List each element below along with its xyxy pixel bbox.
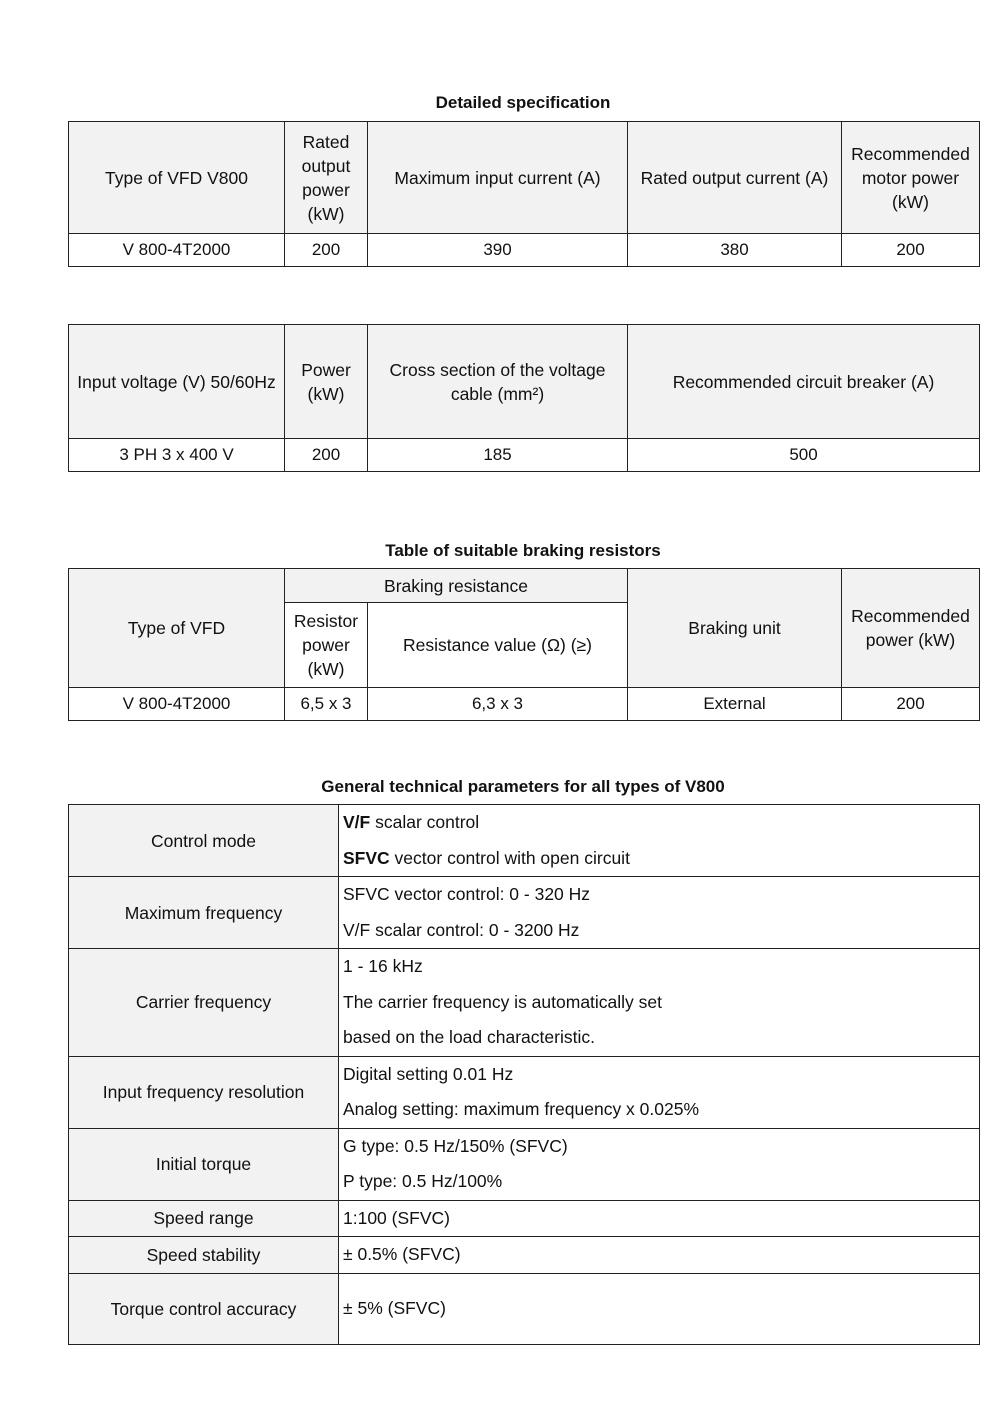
table-row (69, 234, 980, 267)
header-cable-cross-section: Cross section of the voltage cable (mm²) (368, 325, 628, 439)
cell-braking-unit: External (628, 688, 842, 721)
header-recommended-circuit-breaker: Recommended circuit breaker (A) (628, 325, 980, 439)
table-header-row (69, 569, 980, 603)
parameter-value-text: P type: 0.5 Hz/100% (343, 1171, 503, 1191)
parameter-value (339, 1128, 980, 1200)
parameter-value (339, 949, 980, 1057)
parameter-value-line (343, 1237, 975, 1273)
table-row (69, 949, 980, 1057)
braking-resistors-table (68, 568, 980, 721)
parameter-value-text: 1 - 16 kHz (343, 956, 423, 976)
parameter-value-text: 1:100 (SFVC) (343, 1207, 450, 1228)
parameter-label: Initial torque (69, 1128, 339, 1200)
parameter-value (339, 1273, 980, 1344)
parameter-value-text: V/F scalar control: 0 - 3200 Hz (343, 919, 580, 940)
table-row (69, 1128, 980, 1200)
parameter-value-line (343, 1201, 975, 1237)
header-max-input-current: Maximum input current (A) (368, 122, 628, 234)
header-type-of-vfd: Type of VFD V800 (69, 122, 285, 234)
parameter-value-text: SFVC vector control: 0 - 320 Hz (343, 884, 591, 904)
parameter-value-line (343, 1092, 975, 1128)
parameter-value-line (343, 913, 975, 949)
cell-resistance-value: 6,3 x 3 (368, 688, 628, 721)
table-row (69, 1273, 980, 1344)
parameter-value-text: The carrier frequency is automatically set (343, 991, 663, 1012)
parameter-value-line (343, 1164, 975, 1200)
parameter-value (339, 805, 980, 877)
header-braking-resistance: Braking resistance (285, 569, 628, 603)
table-row (69, 1056, 980, 1128)
header-recommended-power: Recommended power (kW) (842, 569, 980, 688)
parameter-value-line (343, 877, 975, 913)
parameter-value-line (343, 841, 975, 877)
header-resistor-power: Resistor power (kW) (285, 603, 368, 688)
cell-cable-cross-section: 185 (368, 439, 628, 472)
cell-type: V 800-4T2000 (69, 234, 285, 267)
header-resistance-value: Resistance value (Ω) (≥) (368, 603, 628, 688)
parameter-label: Carrier frequency (69, 949, 339, 1057)
table-row (69, 877, 980, 949)
cell-recommended-motor-power: 200 (842, 234, 980, 267)
parameter-value-line (343, 1057, 975, 1093)
table-row (69, 688, 980, 721)
parameter-value (339, 1237, 980, 1274)
table-row (69, 805, 980, 877)
parameter-value-line (343, 1291, 975, 1327)
table-header-row (69, 325, 980, 439)
cell-recommended-power: 200 (842, 688, 980, 721)
detailed-specification-title: Detailed specification (435, 93, 611, 112)
parameter-value (339, 877, 980, 949)
cell-rated-output-power: 200 (285, 234, 368, 267)
cell-circuit-breaker: 500 (628, 439, 980, 472)
header-type-of-vfd: Type of VFD (69, 569, 285, 688)
detailed-specification-table (68, 121, 980, 267)
parameter-label: Speed range (69, 1200, 339, 1237)
cell-max-input-current: 390 (368, 234, 628, 267)
braking-resistors-title: Table of suitable braking resistors (385, 541, 661, 560)
parameter-value (339, 1200, 980, 1237)
parameter-value-text: G type: 0.5 Hz/150% (SFVC) (343, 1135, 568, 1156)
parameter-label: Input frequency resolution (69, 1056, 339, 1128)
parameter-value-line (343, 1020, 975, 1056)
parameter-value-text: scalar control (370, 812, 480, 832)
parameter-label: Maximum frequency (69, 877, 339, 949)
table-header-row (69, 122, 980, 234)
parameter-value-text: based on the load characteristic. (343, 1027, 595, 1047)
parameter-label: Control mode (69, 805, 339, 877)
parameter-value-bold: V/F (343, 812, 371, 832)
parameter-value (339, 1056, 980, 1128)
general-parameters-table (68, 804, 980, 1345)
parameter-value-text: Analog setting: maximum frequency x 0.025% (343, 1099, 700, 1119)
table-row (69, 439, 980, 472)
header-power: Power (kW) (285, 325, 368, 439)
parameter-value-text: vector control with open circuit (389, 847, 630, 868)
parameter-value-line (343, 949, 975, 985)
parameter-label: Speed stability (69, 1237, 339, 1274)
header-recommended-motor-power: Recommended motor power (kW) (842, 122, 980, 234)
header-rated-output-power: Rated output power (kW) (285, 122, 368, 234)
table-row (69, 1237, 980, 1274)
header-rated-output-current: Rated output current (A) (628, 122, 842, 234)
parameter-value-text: Digital setting 0.01 Hz (343, 1063, 514, 1084)
cell-power: 200 (285, 439, 368, 472)
cell-input-voltage: 3 PH 3 x 400 V (69, 439, 285, 472)
parameter-value-text: ± 5% (SFVC) (343, 1297, 446, 1318)
power-cable-breaker-table (68, 324, 980, 472)
cell-type: V 800-4T2000 (69, 688, 285, 721)
cell-resistor-power: 6,5 x 3 (285, 688, 368, 721)
header-input-voltage: Input voltage (V) 50/60Hz (69, 325, 285, 439)
cell-rated-output-current: 380 (628, 234, 842, 267)
parameter-value-line (343, 805, 975, 841)
parameter-value-bold: SFVC (343, 847, 390, 868)
parameter-value-line (343, 1129, 975, 1165)
header-braking-unit: Braking unit (628, 569, 842, 688)
parameter-value-text: ± 0.5% (SFVC) (343, 1244, 461, 1264)
parameter-label: Torque control accuracy (69, 1273, 339, 1344)
parameter-value-line (343, 985, 975, 1021)
general-parameters-title: General technical parameters for all types of V800 (321, 777, 725, 796)
table-row (69, 1200, 980, 1237)
